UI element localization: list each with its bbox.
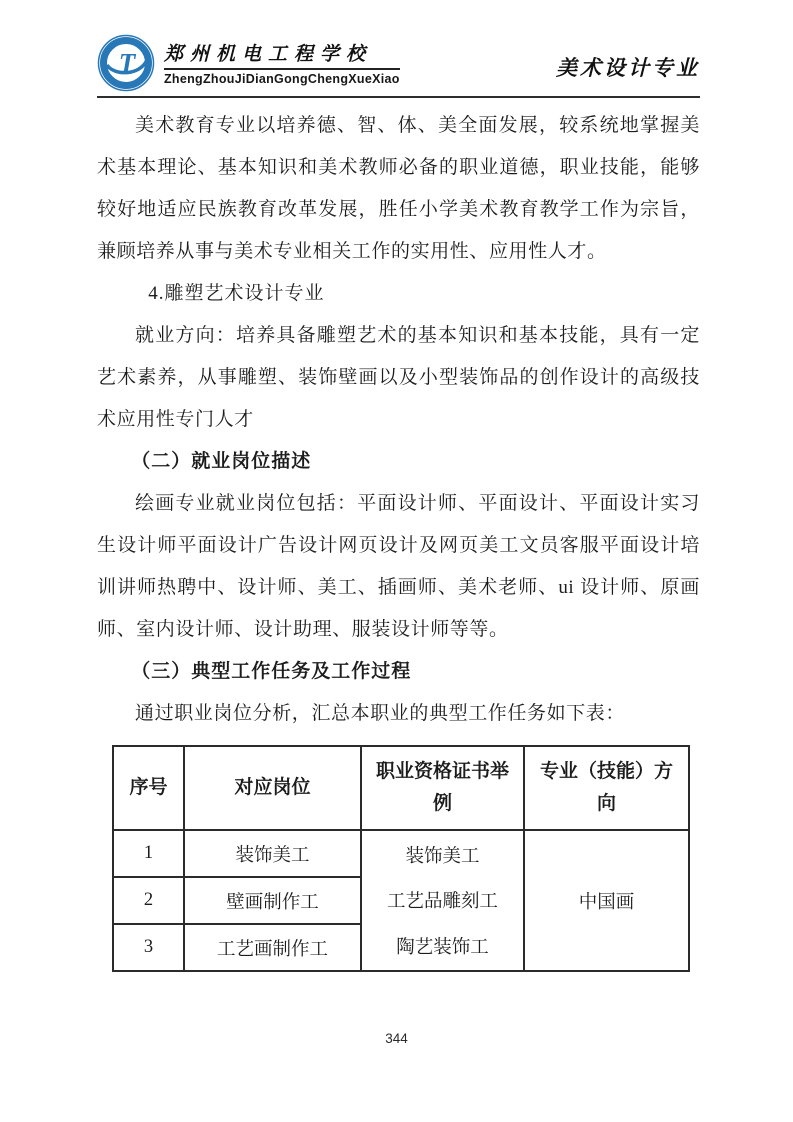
school-logo-icon <box>97 34 155 92</box>
typical-tasks-table <box>112 745 690 972</box>
svg-text:T: T <box>118 48 136 78</box>
page-number: 344 <box>385 1031 408 1046</box>
column-header-direction: 专业（技能）方向 <box>524 746 689 830</box>
paragraph-art-education: 美术教育专业以培养德、智、体、美全面发展，较系统地掌握美术基本理论、基本知识和美术教师必备的职业道德，职业技能，能够较好地适应民族教育改革发展，胜任小学美术教育教学工作为宗旨，兼顾培养从事与美术专业相关工作的实用性、应用性人才。 <box>97 115 700 262</box>
cell-row-number: 3 <box>113 924 184 971</box>
cell-row-number: 2 <box>113 877 184 924</box>
paragraph-table-intro: 通过职业岗位分析，汇总本职业的典型工作任务如下表： <box>135 703 626 724</box>
page-footer <box>0 1031 793 1046</box>
column-header-index: 序号 <box>113 746 184 830</box>
school-brand <box>97 34 400 92</box>
cell-direction: 中国画 <box>524 830 689 971</box>
school-pinyin: ZhengZhouJiDianGongChengXueXiao <box>164 71 400 86</box>
paragraph-sculpture-direction: 就业方向：培养具备雕塑艺术的基本知识和基本技能，具有一定艺术素养，从事雕塑、装饰壁画以及小型装饰品的创作设计的高级技术应用性专门人才 <box>97 325 700 430</box>
heading-job-positions: （二）就业岗位描述 <box>131 451 312 472</box>
column-header-post: 对应岗位 <box>184 746 361 830</box>
paragraph-job-positions: 绘画专业就业岗位包括：平面设计师、平面设计、平面设计实习生设计师平面设计广告设计网页设计及网页美工文员客服平面设计培训讲师热聘中、设计师、美工、插画师、美术老师、ui 设计师、原画师、室内设计师、设计助理、服装设计师等等。 <box>97 493 700 640</box>
cell-post: 工艺画制作工 <box>184 924 361 971</box>
cell-row-number: 1 <box>113 830 184 877</box>
cell-post: 壁画制作工 <box>184 877 361 924</box>
page-header <box>0 0 793 98</box>
column-header-certificate: 职业资格证书举例 <box>361 746 524 830</box>
heading-typical-tasks: （三）典型工作任务及工作过程 <box>131 661 412 682</box>
major-label: 美术设计专业 <box>556 56 700 80</box>
certificate-item: 工艺品雕刻工 <box>386 892 498 913</box>
certificate-item: 装饰美工 <box>405 846 480 867</box>
document-content <box>0 98 793 972</box>
table-row <box>113 830 689 877</box>
school-name: 郑州机电工程学校 <box>164 43 373 65</box>
school-name-block <box>164 39 400 88</box>
cell-post: 装饰美工 <box>184 830 361 877</box>
certificate-item: 陶艺装饰工 <box>396 938 489 959</box>
heading-sculpture-major: 4.雕塑艺术设计专业 <box>148 283 325 304</box>
table-header-row <box>113 746 689 830</box>
cell-certificates <box>361 830 524 971</box>
name-divider <box>164 68 400 70</box>
